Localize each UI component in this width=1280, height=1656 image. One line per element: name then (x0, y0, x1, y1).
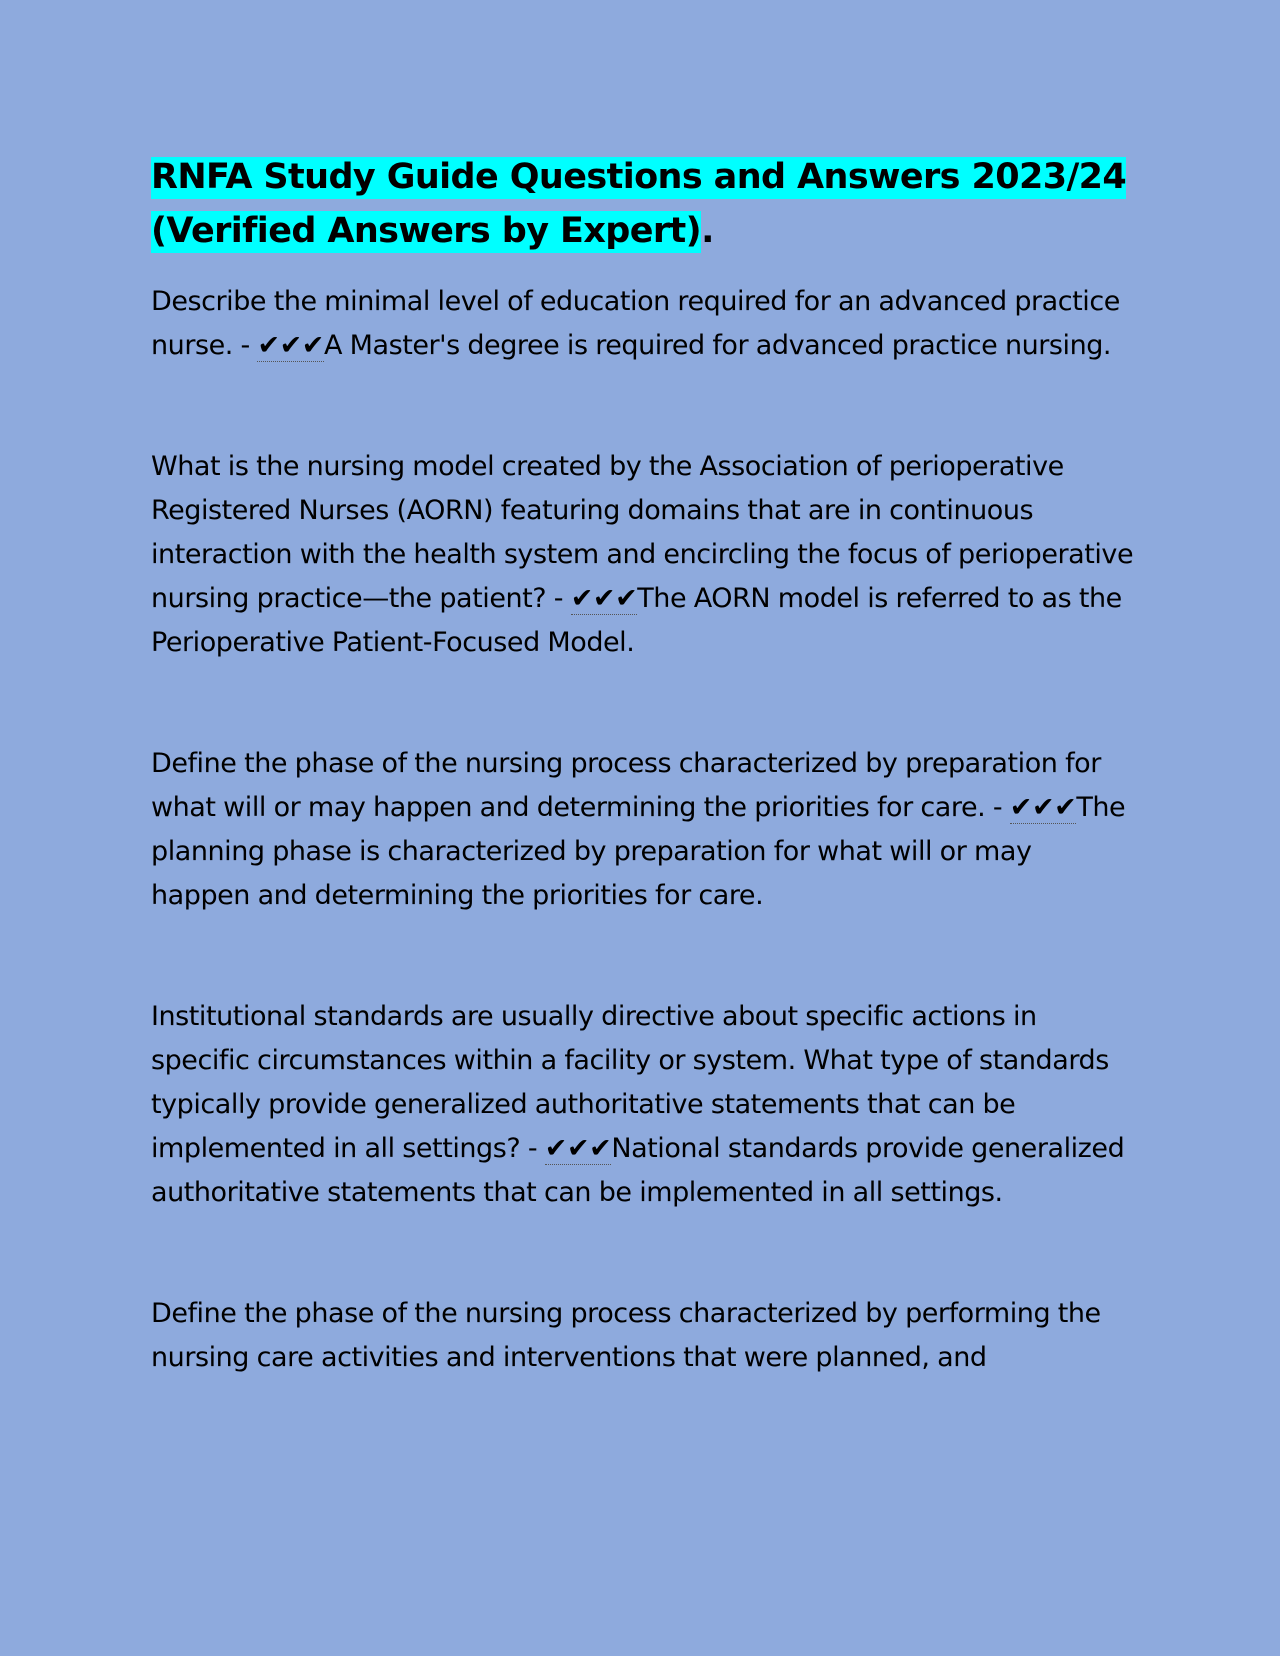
check-marks-icon: ✔✔✔ (257, 330, 324, 361)
question-text: Define the phase of the nursing process characterized by preparation for what will or may happen and determining the priorities for care. (151, 748, 1101, 823)
title-suffix: . (701, 211, 714, 251)
document-title (151, 150, 1136, 258)
qa-entry (151, 995, 1136, 1215)
separator: - (985, 792, 1010, 823)
separator: - (232, 330, 258, 361)
qa-entry (151, 445, 1136, 665)
answer-text: The AORN model is referred to as the Perioperative Patient-Focused Model. (151, 583, 1122, 658)
qa-entry (151, 1292, 1136, 1380)
title-highlight: RNFA Study Guide Questions and Answers 2023/24 (Verified Answers by Expert) (151, 157, 1127, 251)
separator: - (520, 1133, 545, 1164)
question-text: Institutional standards are usually directive about specific actions in specific circumstances within a facility or system. What type of standards typically provide generalized authoritative statements that can be implemented in all settings? (151, 1001, 1109, 1164)
separator: - (546, 583, 571, 614)
qa-entry (151, 742, 1136, 918)
question-text: What is the nursing model created by the Association of perioperative Registered Nurses (AORN) featuring domains that are in continuous interaction with the health system and encircling the focus of perioperative nursing practice—the patient? (151, 451, 1134, 614)
answer-text: National standards provide generalized authoritative statements that can be implemented in all settings. (151, 1133, 1125, 1208)
question-text: Define the phase of the nursing process characterized by performing the nursing care activities and interventions that were planned, and (151, 1298, 1101, 1373)
check-marks-icon: ✔✔✔ (544, 1133, 612, 1164)
check-marks-icon: ✔✔✔ (570, 583, 638, 614)
document-page (151, 150, 1136, 1380)
check-marks-icon: ✔✔✔ (1009, 792, 1077, 823)
qa-entry (151, 280, 1136, 368)
question-text: Describe the minimal level of education required for an advanced practice nurse. (151, 286, 1120, 361)
answer-text: A Master's degree is required for advanced practice nursing. (323, 330, 1112, 361)
answer-text: The planning phase is characterized by preparation for what will or may happen and determining the priorities for care. (151, 792, 1126, 911)
